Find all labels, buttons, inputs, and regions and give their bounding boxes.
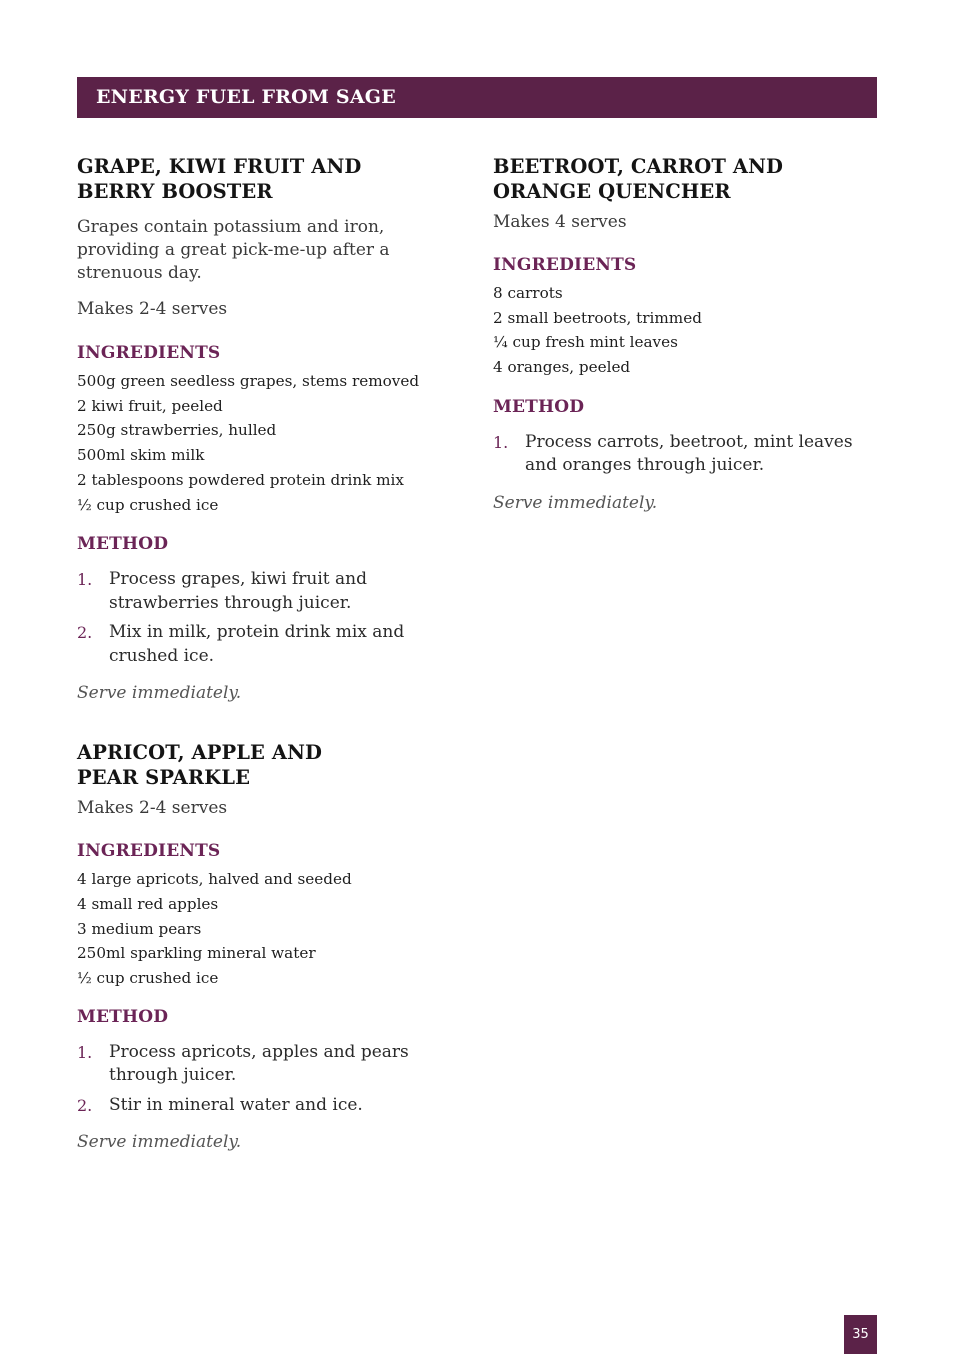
recipe-title <box>493 154 877 204</box>
step-text: Mix in milk, protein drink mix and crushed ice. <box>109 622 405 666</box>
method-step <box>77 1041 461 1088</box>
ingredient-item: ½ cup crushed ice <box>77 969 219 988</box>
ingredient-item: 2 kiwi fruit, peeled <box>77 396 223 415</box>
step-number: 1. <box>77 1042 93 1062</box>
serve-note: Serve immediately. <box>493 492 658 513</box>
ingredients-heading: INGREDIENTS <box>77 343 221 363</box>
ingredient-item: 3 medium pears <box>77 919 202 938</box>
step-text: Process grapes, kiwi fruit and strawberries through juicer. <box>109 569 367 613</box>
recipe-title-line: GRAPE, KIWI FRUIT AND <box>77 155 362 178</box>
ingredients-heading: INGREDIENTS <box>77 841 221 862</box>
ingredients-heading: INGREDIENTS <box>493 255 637 275</box>
method-step <box>77 568 461 615</box>
ingredient-item: 4 large apricots, halved and seeded <box>77 870 352 889</box>
recipe-intro: Grapes contain potassium and iron, providing a great pick-me-up after a strenuous day. <box>77 217 390 283</box>
method-list <box>493 431 877 478</box>
ingredients-list <box>77 369 461 517</box>
recipe-serves: Makes 2-4 serves <box>77 299 228 319</box>
recipe-title <box>77 740 461 790</box>
recipe-grape-kiwi-berry <box>77 154 461 705</box>
ingredient-item: 250ml sparkling mineral water <box>77 944 316 963</box>
step-number: 2. <box>77 1095 93 1115</box>
method-heading: METHOD <box>77 1006 169 1027</box>
page-number: 35 <box>844 1315 877 1354</box>
method-step <box>493 431 877 478</box>
ingredient-item: 2 tablespoons powdered protein drink mix <box>77 470 404 489</box>
ingredient-item: 500ml skim milk <box>77 446 205 465</box>
recipe-title-line: ORANGE QUENCHER <box>493 180 731 203</box>
recipe-title-line: BEETROOT, CARROT AND <box>493 155 784 178</box>
step-number: 1. <box>77 570 93 590</box>
method-step <box>77 621 461 668</box>
section-banner: ENERGY FUEL FROM SAGE <box>77 77 877 118</box>
step-text: Process apricots, apples and pears through juicer. <box>109 1041 409 1086</box>
ingredient-item: ½ cup crushed ice <box>77 495 219 514</box>
ingredient-item: 250g strawberries, hulled <box>77 421 277 440</box>
recipe-serves: Makes 4 serves <box>493 212 627 232</box>
ingredient-item: 500g green seedless grapes, stems removed <box>77 372 420 390</box>
recipe-beetroot-carrot-orange <box>493 154 877 515</box>
ingredient-item: 4 small red apples <box>77 894 219 913</box>
method-step <box>77 1094 461 1118</box>
recipe-serves: Makes 2-4 serves <box>77 798 228 819</box>
right-column <box>493 154 877 515</box>
recipe-title <box>77 154 461 204</box>
step-number: 1. <box>493 432 509 452</box>
recipe-title-line: APRICOT, APPLE AND <box>77 741 323 765</box>
step-text: Process carrots, beetroot, mint leaves and oranges through juicer. <box>525 431 853 476</box>
step-number: 2. <box>77 623 93 643</box>
ingredient-item: 4 oranges, peeled <box>493 358 631 377</box>
recipe-title-line: PEAR SPARKLE <box>77 766 251 790</box>
ingredients-list <box>77 867 461 991</box>
ingredients-list <box>493 281 877 380</box>
method-heading: METHOD <box>77 534 169 555</box>
method-list <box>77 568 461 668</box>
ingredient-item: ¼ cup fresh mint leaves <box>493 333 678 352</box>
method-heading: METHOD <box>493 396 585 417</box>
recipe-apricot-apple-pear <box>77 740 461 1154</box>
serve-note: Serve immediately. <box>77 1132 242 1153</box>
ingredient-item: 8 carrots <box>493 284 563 302</box>
method-list <box>77 1041 461 1118</box>
ingredient-item: 2 small beetroots, trimmed <box>493 308 702 327</box>
left-column <box>77 154 461 1154</box>
recipe-title-line: BERRY BOOSTER <box>77 180 273 203</box>
serve-note: Serve immediately. <box>77 683 242 704</box>
step-text: Stir in mineral water and ice. <box>109 1094 363 1115</box>
